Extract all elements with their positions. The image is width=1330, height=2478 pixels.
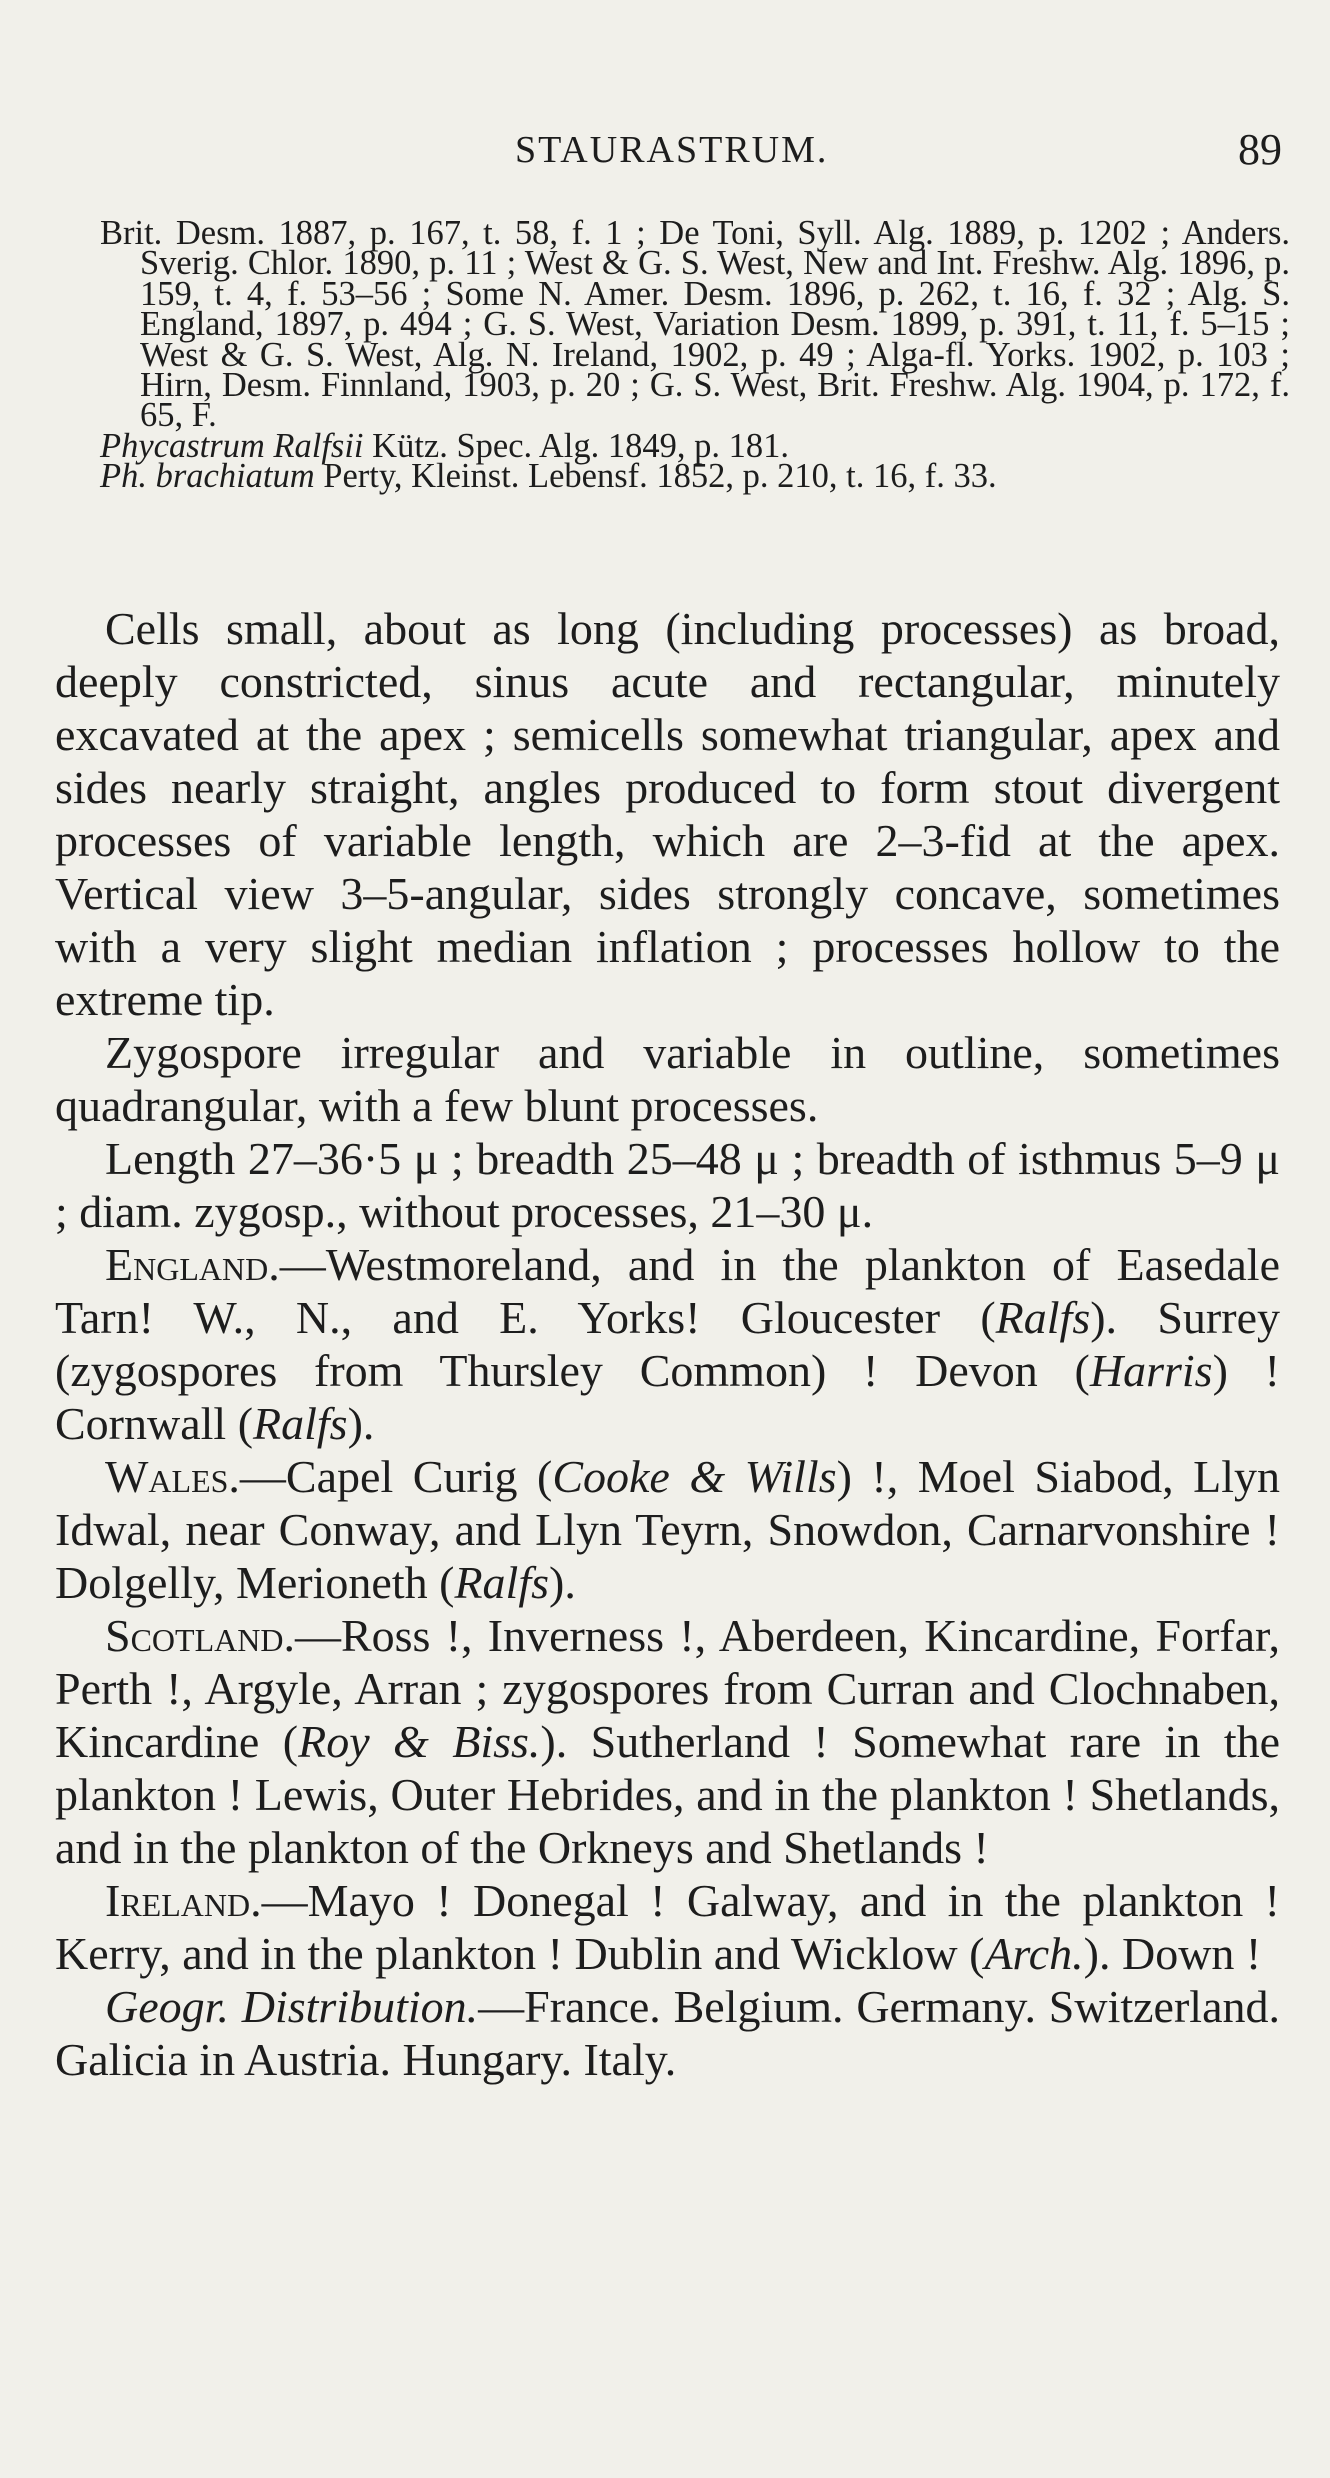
synonym-name: Ph. brachiatum: [100, 457, 315, 496]
region-label-england: England.: [105, 1239, 280, 1290]
running-head: [0, 120, 1330, 180]
collector-name: Ralfs: [454, 1557, 549, 1608]
region-label-wales: Wales.: [105, 1451, 240, 1502]
wales-paragraph: [55, 1450, 1280, 1609]
locality-text: ). Down !: [1083, 1928, 1262, 1979]
collector-name: Arch.: [984, 1928, 1084, 1979]
running-title: STAURASTRUM.: [515, 129, 829, 171]
collector-name: Harris: [1089, 1345, 1213, 1396]
collector-name: Ralfs: [995, 1292, 1091, 1343]
region-label-ireland: Ireland.: [105, 1875, 262, 1926]
locality-text: —Capel Curig (: [239, 1451, 553, 1502]
locality-text: ).: [549, 1557, 576, 1608]
species-text: [55, 602, 1280, 2086]
collector-name: Cooke & Wills: [552, 1451, 837, 1502]
measurements-paragraph: Length 27–36·5 μ ; breadth 25–48 μ ; breadth of isthmus 5–9 μ ; diam. zygosp., without processes, 21–30 μ.: [55, 1133, 1280, 1237]
distribution-label: Geogr. Distribution.: [105, 1981, 479, 2032]
locality-text: ) !, Moel Siabod, Llyn Idwal, near Conway, and Llyn Teyrn, Snowdon, Carnarvonshire ! Dolgelly, Merioneth (: [55, 1451, 1280, 1608]
ireland-paragraph: [55, 1874, 1280, 1980]
description-paragraph: Cells small, about as long (including processes) as broad, deeply constricted, sinus acute and rectangular, minutely excavated at the apex ; semicells somewhat triangular, apex and sides nearly straight, angles produced to form stout divergent processes of variable length, which are 2–3-fid at the apex. Vertical view 3–5-angular, sides strongly concave, sometimes with a very slight median inflation ; processes hollow to the extreme tip.: [55, 603, 1280, 1025]
locality-text: ) ! Cornwall (: [55, 1345, 1280, 1449]
synonymy-block: [100, 214, 1290, 496]
collector-name: Roy & Biss.: [298, 1716, 541, 1767]
synonym-ph-brachiatum: [100, 457, 1290, 496]
page-number: 89: [1238, 125, 1282, 174]
locality-text: ). Surrey (zygospores from Thursley Common) ! Devon (: [55, 1292, 1280, 1396]
collector-name: Ralfs: [253, 1398, 348, 1449]
scotland-paragraph: [55, 1609, 1280, 1874]
region-label-scotland: Scotland.: [105, 1610, 295, 1661]
synonym-reference: Kütz. Spec. Alg. 1849, p. 181.: [363, 426, 790, 465]
synonym-name: Phycastrum Ralfsii: [100, 426, 364, 465]
locality-text: ).: [347, 1398, 375, 1449]
zygospore-paragraph: Zygospore irregular and variable in outline, sometimes quadrangular, with a few blunt processes.: [55, 1027, 1280, 1131]
locality-text: —Ross !, Inverness !, Aberdeen, Kincardine, Forfar, Perth !, Argyle, Arran ; zygospores from Curran and Clochnaben, Kincardine (: [55, 1610, 1280, 1767]
england-paragraph: [55, 1238, 1280, 1450]
literature-references: Brit. Desm. 1887, p. 167, t. 58, f. 1 ; De Toni, Syll. Alg. 1889, p. 1202 ; Anders. Sverig. Chlor. 1890, p. 11 ; West & G. S. West, New and Int. Freshw. Alg. 1896, p. 159, t. 4, f. 53–56 ; Some N. Amer. Desm. 1896, p. 262, t. 16, f. 32 ; Alg. S. England, 1897, p. 494 ; G. S. West, Variation Desm. 1899, p. 391, t. 11, f. 5–15 ; West & G. S. West, Alg. N. Ireland, 1902, p. 49 ; Alga-fl. Yorks. 1902, p. 103 ; Hirn, Desm. Finnland, 1903, p. 20 ; G. S. West, Brit. Freshw. Alg. 1904, p. 172, f. 65, F.: [100, 214, 1290, 435]
synonym-reference: Perty, Kleinst. Lebensf. 1852, p. 210, t. 16, f. 33.: [314, 457, 997, 496]
locality-text: ). Sutherland ! Somewhat rare in the plankton ! Lewis, Outer Hebrides, and in the plankton ! Shetlands, and in the plankton of the Orkneys and Shetlands !: [55, 1716, 1281, 1873]
distribution-paragraph: [55, 1980, 1280, 2086]
locality-text: —Mayo ! Donegal ! Galway, and in the plankton ! Kerry, and in the plankton ! Dublin and Wicklow (: [55, 1875, 1280, 1979]
distribution-text: —France. Belgium. Germany. Switzerland. Galicia in Austria. Hungary. Italy.: [55, 1981, 1280, 2085]
locality-text: —Westmoreland, and in the plankton of Easedale Tarn! W., N., and E. Yorks! Gloucester (: [55, 1239, 1280, 1343]
